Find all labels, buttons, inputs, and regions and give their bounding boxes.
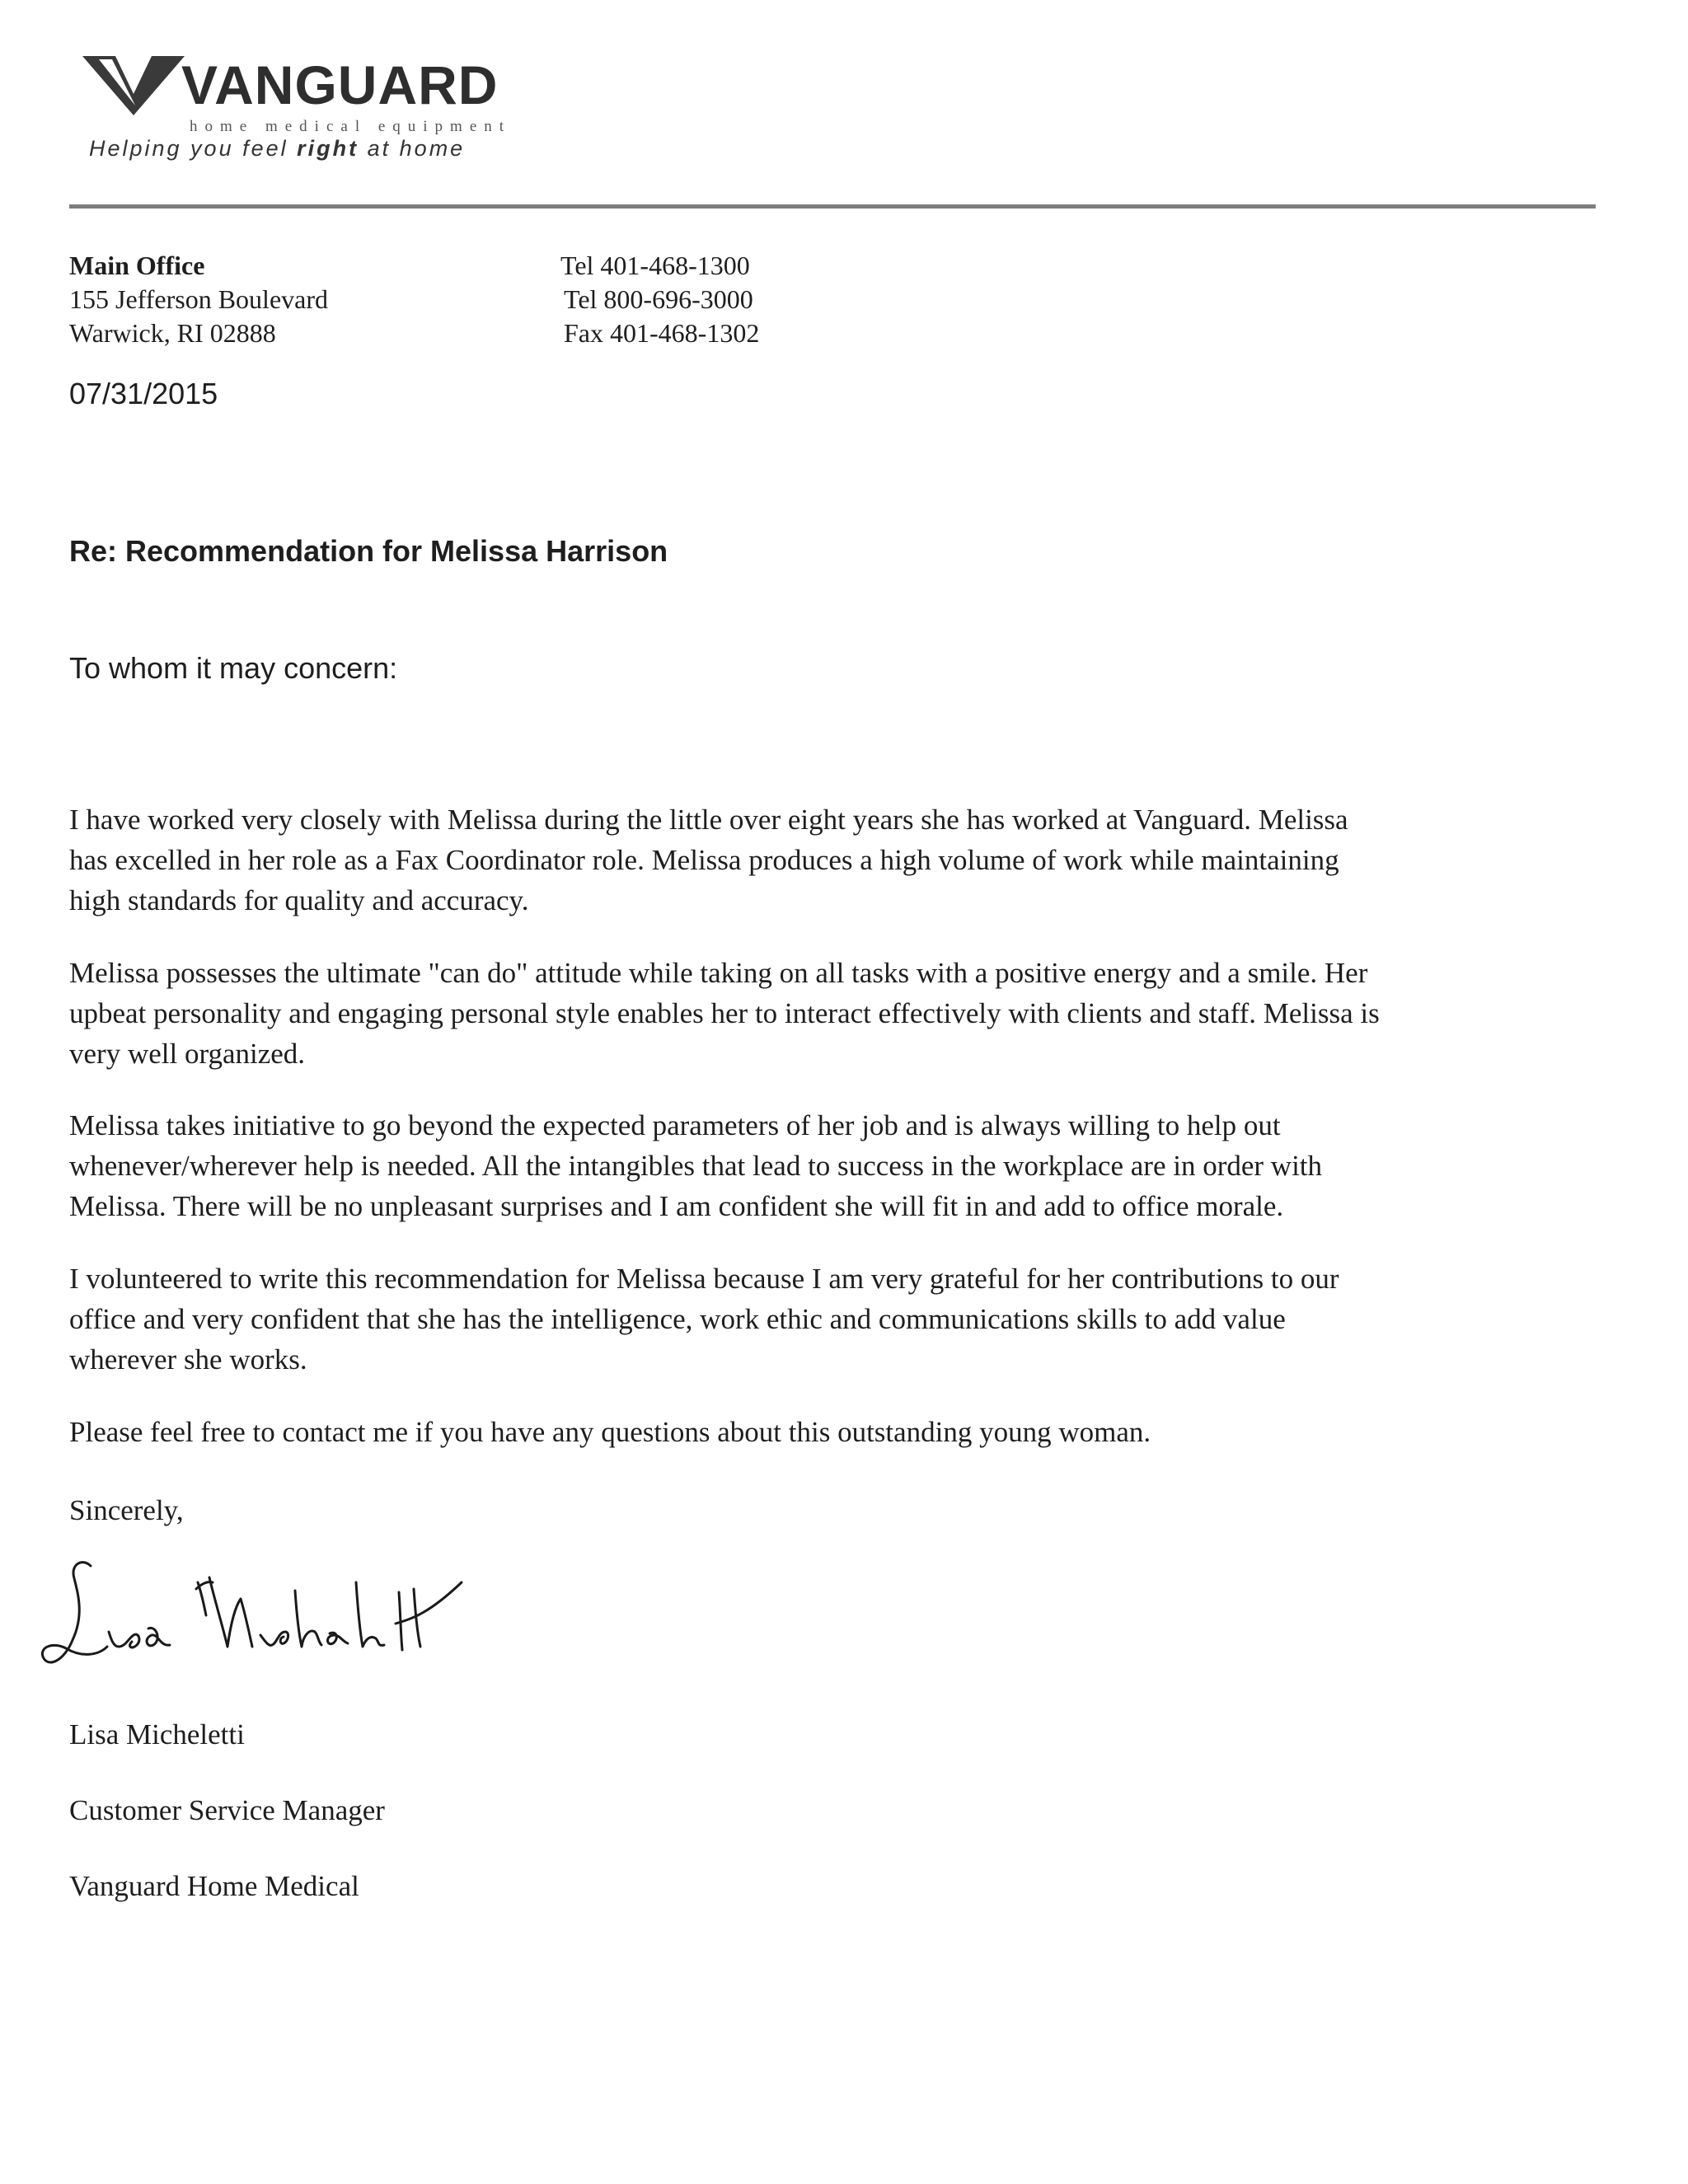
paragraph-line: Melissa takes initiative to go beyond the expected parameters of her job and is always willing to help out bbox=[69, 1109, 1281, 1141]
signer-name: Lisa Micheletti bbox=[69, 1718, 245, 1750]
paragraph-line: whenever/wherever help is needed. All the intangibles that lead to success in the workplace are in order with bbox=[69, 1150, 1323, 1182]
office-address bbox=[69, 249, 328, 350]
phone-2: Tel 800-696-3000 bbox=[564, 284, 753, 314]
phone-1: Tel 401-468-1300 bbox=[560, 251, 750, 280]
letter-salutation: To whom it may concern: bbox=[69, 651, 398, 685]
office-street: 155 Jefferson Boulevard bbox=[69, 284, 328, 314]
paragraph-3 bbox=[69, 1105, 1619, 1226]
office-contact bbox=[560, 249, 759, 350]
brand-tagline bbox=[89, 135, 465, 162]
office-city: Warwick, RI 02888 bbox=[69, 318, 276, 348]
brand-name: VANGUARD bbox=[181, 54, 499, 115]
paragraph-line: very well organized. bbox=[69, 1038, 306, 1070]
paragraph-line: I have worked very closely with Melissa during the little over eight years she has worked at Vanguard. Melissa bbox=[69, 804, 1348, 836]
paragraph-line: Please feel free to contact me if you have any questions about this outstanding young woman. bbox=[69, 1416, 1151, 1448]
letter-date: 07/31/2015 bbox=[69, 377, 218, 410]
closing-text: Sincerely, bbox=[69, 1494, 184, 1526]
signer-company: Vanguard Home Medical bbox=[69, 1870, 359, 1902]
tagline-end: at home bbox=[359, 136, 466, 161]
paragraph-line: has excelled in her role as a Fax Coordinator role. Melissa produces a high volume of work while maintaining bbox=[69, 844, 1339, 876]
paragraph-1 bbox=[69, 799, 1619, 921]
fax-number: Fax 401-468-1302 bbox=[564, 318, 760, 348]
signer-title: Customer Service Manager bbox=[69, 1794, 385, 1826]
paragraph-4 bbox=[69, 1258, 1619, 1380]
paragraph-line: upbeat personality and engaging personal style enables her to interact effectively with clients and staff. Melissa is bbox=[69, 997, 1380, 1029]
tagline-emphasis: right bbox=[297, 136, 359, 161]
brand-subtitle: home medical equipment bbox=[190, 118, 512, 135]
letter-subject: Re: Recommendation for Melissa Harrison bbox=[69, 534, 668, 568]
handwritten-signature bbox=[33, 1549, 478, 1690]
paragraph-2 bbox=[69, 953, 1619, 1074]
office-label: Main Office bbox=[69, 251, 205, 280]
paragraph-line: high standards for quality and accuracy. bbox=[69, 884, 529, 916]
paragraph-line: Melissa possesses the ultimate "can do" attitude while taking on all tasks with a positive energy and a smile. Her bbox=[69, 957, 1368, 989]
header-divider bbox=[69, 204, 1596, 209]
paragraph-line: office and very confident that she has the intelligence, work ethic and communications skills to add value bbox=[69, 1303, 1286, 1335]
paragraph-5 bbox=[69, 1412, 1619, 1452]
paragraph-line: wherever she works. bbox=[69, 1343, 307, 1376]
paragraph-line: I volunteered to write this recommendation for Melissa because I am very grateful for her contributions to our bbox=[69, 1263, 1339, 1295]
tagline-start: Helping you feel bbox=[89, 136, 298, 161]
letter-closing bbox=[69, 1490, 1619, 1530]
paragraph-line: Melissa. There will be no unpleasant surprises and I am confident she will fit in and add to office morale. bbox=[69, 1190, 1284, 1222]
letterhead-logo bbox=[82, 51, 544, 166]
vanguard-v-logo-icon bbox=[82, 51, 185, 117]
